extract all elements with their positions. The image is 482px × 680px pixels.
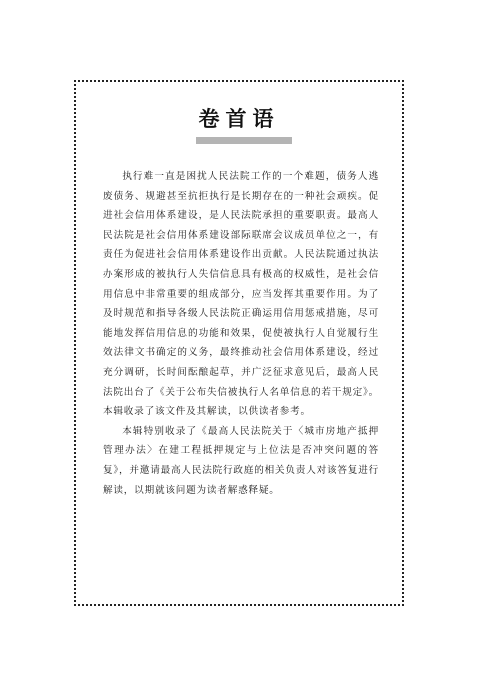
paragraph-2: 本辑特别收录了《最高人民法院关于〈城市房地产抵押管理办法〉在建工程抵押规定与上位法是否冲突问题的答复》，并邀请最高人民法院行政庭的相关负责人对该答复进行解读，以期就该问题为读者解惑释疑。 [103, 425, 379, 496]
paragraph-1: 执行难一直是困扰人民法院工作的一个难题，债务人逃废债务、规避甚至抗拒执行是长期存在的一种社会顽疾。促进社会信用体系建设，是人民法院承担的重要职责。最高人民法院是社会信用体系建设部际联席会议成员单位之一，有责任为促进社会信用体系建设作出贡献。人民法院通过执法办案形成的被执行人失信信息具有极高的权威性，是社会信用信息中非常重要的组成部分，应当发挥其重要作用。为了及时规范和指导各级人民法院正确运用信用惩戒措施，尽可能地发挥信用信息的功能和效果，促使被执行人自觉履行生效法律文书确定的义务，最终推动社会信用体系建设，经过充分调研，长时间酝酿起草，并广泛征求意见后，最高人民法院出台了《关于公布失信被执行人名单信息的若干规定》。本辑收录了该文件及其解读，以供读者参考。 [103, 171, 379, 418]
page-border [74, 80, 404, 606]
preface-body [103, 167, 379, 500]
title-area [76, 106, 402, 132]
title-underline-bar [196, 137, 292, 144]
page-title: 卷首语 [198, 107, 280, 131]
